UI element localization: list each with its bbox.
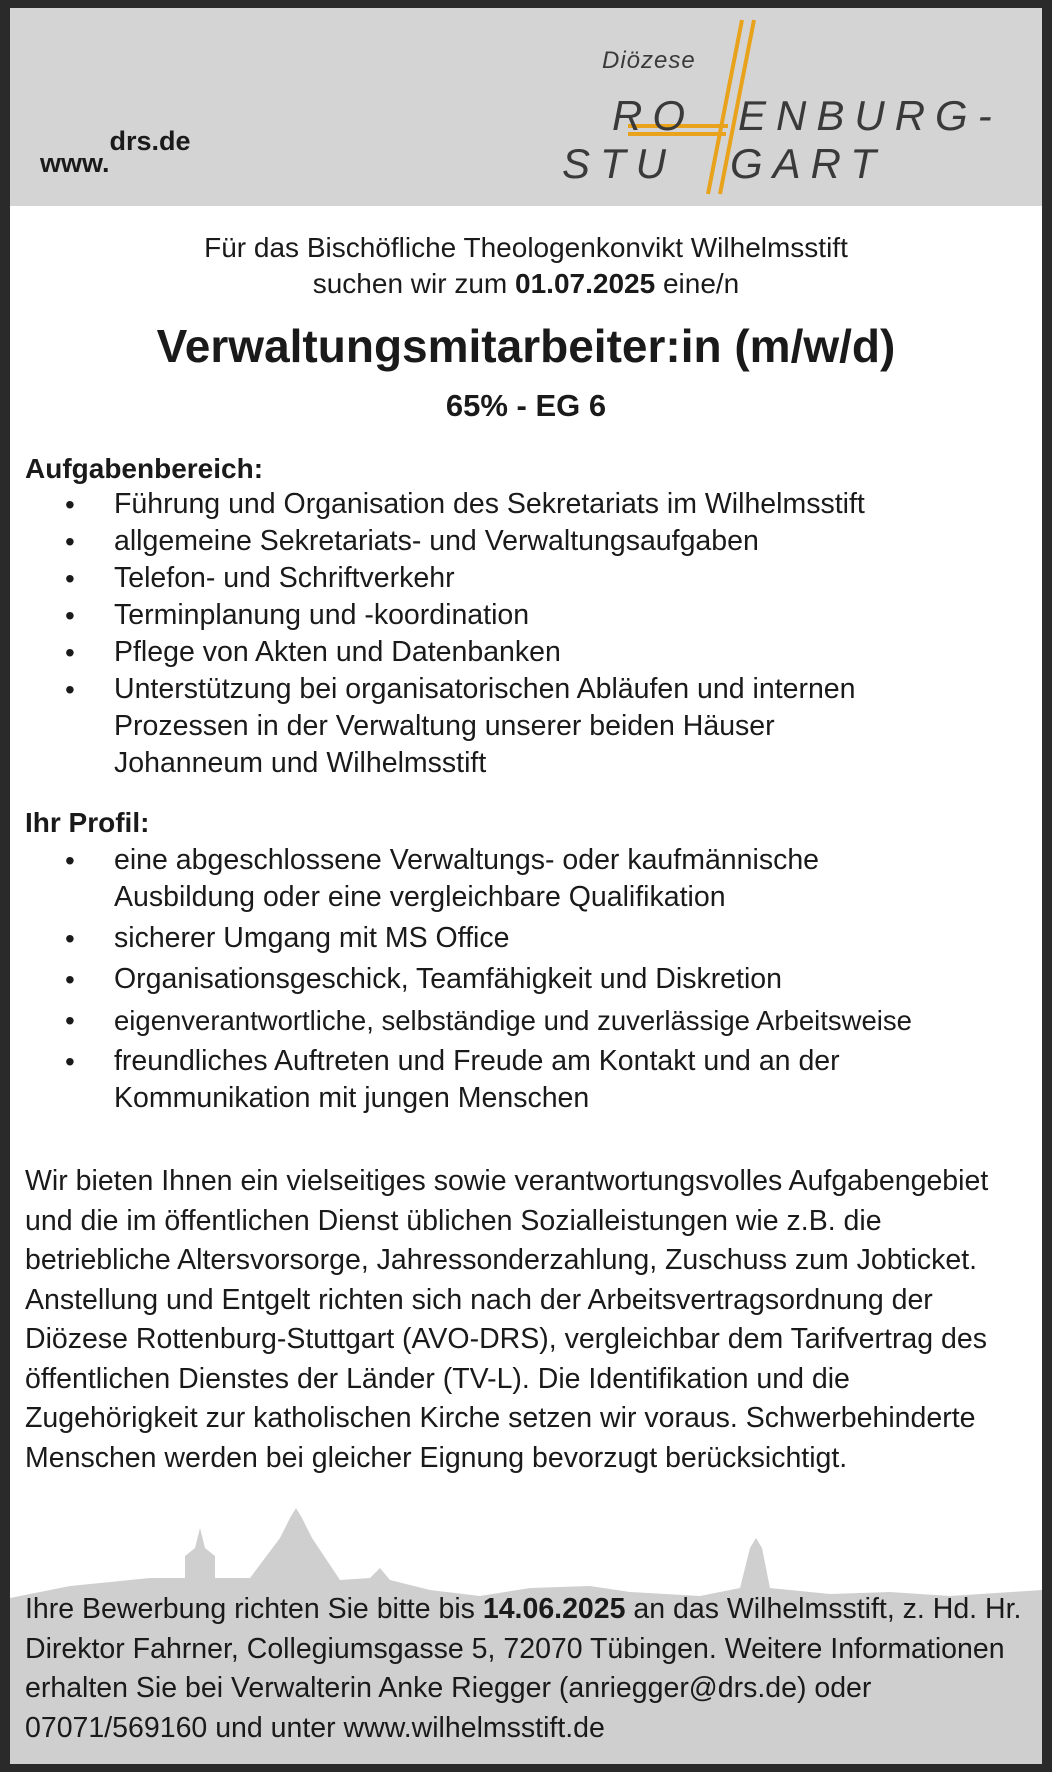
- logo-line3-b: GART: [730, 140, 886, 187]
- logo-line1: Diözese: [602, 47, 696, 74]
- tasks-list: [10, 486, 1030, 782]
- offer-text: Wir bieten Ihnen ein vielseitiges sowie verantwortungsvolles Aufgabengebiet und die im öffentlichen Dienst üblichen Sozialleistungen wie z.B. die betriebliche Altersvorsorge, Jahressonderzahlung, Zuschuss zum Jobticket. Anstellung und Entgelt richten sich nach der Arbeitsvertragsordnung der Diözese Rottenburg-Stuttgart (AVO-DRS), vergleichbar dem Tarifvertrag des öffentlichen Dienstes der Länder (TV-L). Die Identifikation und die Zugehörigkeit zur katholischen Kirche setzen wir voraus. Schwerbehinderte Menschen werden bei gleicher Eignung bevorzugt berücksichtigt.: [25, 1165, 989, 1474]
- logo-line3-a: STU: [562, 140, 676, 187]
- list-item: • Organisationsgeschick, Teamfähigkeit und Diskretion: [65, 963, 782, 995]
- list-item: • Telefon- und Schriftverkehr: [65, 562, 455, 594]
- job-subtitle: 65% - EG 6: [445, 388, 607, 423]
- deadline-date: 14.06.2025: [482, 1593, 626, 1625]
- list-item: • eigenverantwortliche, selbständige und zuverlässige Arbeitsweise: [65, 1005, 912, 1036]
- www-domain: drs.de: [109, 126, 191, 156]
- list-item: • Terminplanung und -koordination: [65, 599, 530, 631]
- list-item: • freundliches Auftreten und Freude am Kontakt und an der Kommunikation mit jungen Menschen: [65, 1045, 840, 1114]
- intro-line1: Für das Bischöfliche Theologenkonvikt Wilhelmsstift: [204, 232, 848, 263]
- list-item: • Unterstützung bei organisatorischen Abläufen und internen Prozessen in der Verwaltung unserer beiden Häuser Johanneum und Wilhelmsstift: [65, 673, 856, 779]
- profile-list: [10, 842, 1030, 1121]
- list-item: • Führung und Organisation des Sekretariats im Wilhelmsstift: [65, 488, 865, 520]
- start-date: 01.07.2025: [515, 268, 656, 299]
- list-item: • Pflege von Akten und Datenbanken: [65, 636, 561, 668]
- logo-line2-b: ENBURG-: [738, 92, 1002, 139]
- tasks-heading: Aufgabenbereich:: [25, 453, 264, 484]
- list-item: • sicherer Umgang mit MS Office: [65, 922, 510, 954]
- ad-content: [10, 8, 1042, 1764]
- intro-line2: suchen wir zum 01.07.2025 eine/n: [312, 268, 740, 299]
- www-prefix: www.: [40, 148, 110, 178]
- list-item: • eine abgeschlossene Verwaltungs- oder kaufmännische Ausbildung oder eine vergleichbare Qualifikation: [65, 844, 820, 913]
- logo-line2-a: RO: [612, 92, 695, 139]
- profile-heading: Ihr Profil:: [25, 807, 150, 838]
- job-title: Verwaltungsmitarbeiter:in (m/w/d): [156, 320, 896, 372]
- list-item: • allgemeine Sekretariats- und Verwaltungsaufgaben: [65, 525, 759, 557]
- application-text: Ihre Bewerbung richten Sie bitte bis 14.06.2025 an das Wilhelmsstift, z. Hd. Hr. Direktor Fahrner, Collegiumsgasse 5, 72070 Tübingen. Weitere Informationen erhalten Sie bei Verwalterin Anke Riegger (anriegger@drs.de) oder 07071/569160 und unter www.wilhelmsstift.de: [25, 1593, 1022, 1744]
- intro: [10, 230, 1042, 302]
